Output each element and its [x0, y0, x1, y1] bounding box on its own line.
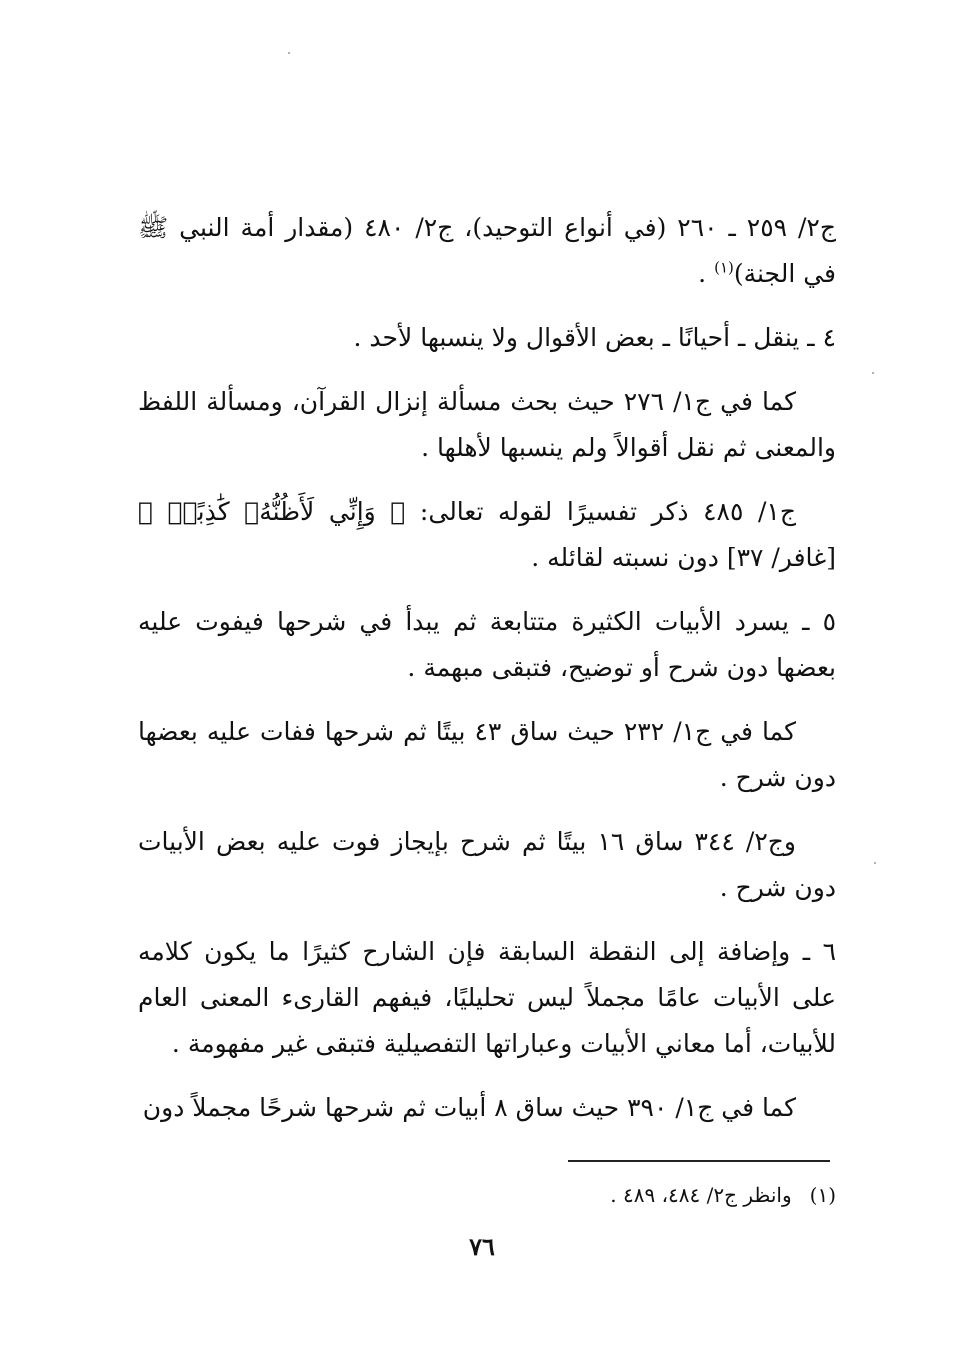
- footnote-divider: [568, 1160, 830, 1162]
- paragraph: وج٢/ ٣٤٤ ساق ١٦ بيتًا ثم شرح بإيجاز فوت عليه بعض الأبيات دون شرح .: [138, 827, 836, 902]
- footnote-text: وانظر ج٢/ ٤٨٤، ٤٨٩ .: [610, 1183, 792, 1207]
- footnote-reference[interactable]: (١): [714, 258, 734, 277]
- paragraph: ٤ ـ ينقل ـ أحيانًا ـ بعض الأقوال ولا ينسبها لأحد .: [353, 323, 836, 352]
- main-text: [138, 205, 836, 1149]
- paragraph: ٦ ـ وإضافة إلى النقطة السابقة فإن الشارح كثيرًا ما يكون كلامه على الأبيات عامًا مجملاً ليس تحليليًا، فيفهم القارىء المعنى العام للأبيات، أما معاني الأبيات وعباراتها التفصيلية فتبقى غير مفهومة .: [138, 937, 836, 1058]
- footnote-marker: (١): [809, 1183, 836, 1207]
- scan-speck: [288, 52, 290, 54]
- page-number: ٧٦: [469, 1232, 495, 1261]
- paragraph-end: .: [698, 259, 715, 288]
- paragraph-text: ج٢/ ٢٥٩ ـ ٢٦٠ (في أنواع التوحيد)، ج٢/ ٤٨٠ (مقدار أمة النبي ﷺ في الجنة): [138, 213, 836, 288]
- paragraph: كما في ج١/ ٢٣٢ حيث ساق ٤٣ بيتًا ثم شرحها ففات عليه بعضها دون شرح .: [138, 717, 836, 792]
- paragraph: كما في ج١/ ٢٧٦ حيث بحث مسألة إنزال القرآن، ومسألة اللفظ والمعنى ثم نقل أقوالاً ولم ينسبها لأهلها .: [138, 387, 836, 462]
- scan-speck: [874, 862, 876, 864]
- paragraph: ج١/ ٤٨٥ ذكر تفسيرًا لقوله تعالى: ﴿ وَإِنِّي لَأَظُنُّهُۥ كَٰذِبًاۚ ﴾ [غافر/ ٣٧] دون نسبته لقائله .: [138, 497, 836, 572]
- paragraph: كما في ج١/ ٣٩٠ حيث ساق ٨ أبيات ثم شرحها شرحًا مجملاً دون: [142, 1093, 796, 1122]
- paragraph: [138, 205, 836, 297]
- paragraph: ٥ ـ يسرد الأبيات الكثيرة متتابعة ثم يبدأ في شرحها فيفوت عليه بعضها دون شرح أو توضيح، فتبقى مبهمة .: [138, 607, 836, 682]
- footnote: [400, 1178, 836, 1212]
- scan-speck: [872, 372, 874, 374]
